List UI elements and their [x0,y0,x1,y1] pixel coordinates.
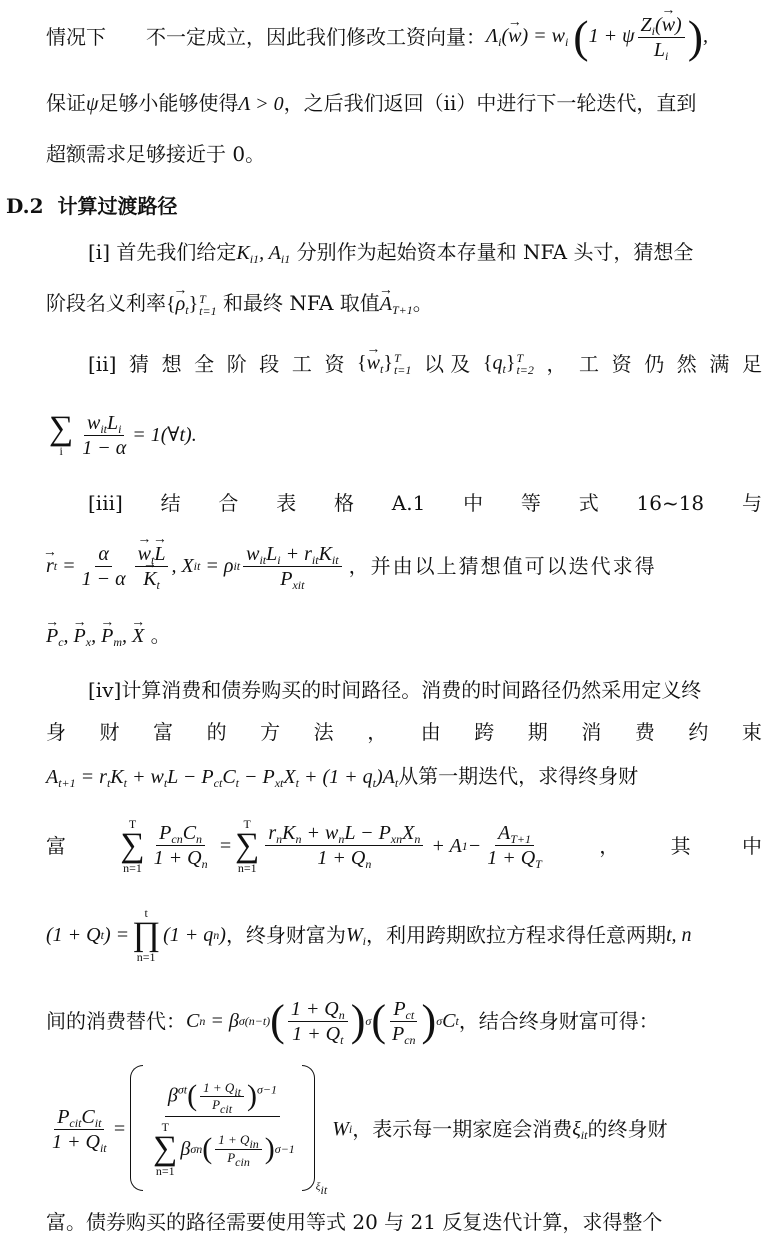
math-final-nfa: → $A_{T+1}$ [380,293,413,315]
text-segment: 和最终 [222,291,283,315]
text-segment: 计算消费和债券购买的时间路径。消费的时间路径仍然采用定义终 [121,678,702,702]
text-segment: 首先我们给定 [116,240,237,264]
word: 方 [260,720,281,744]
text-segment: ，表示每一期家庭会消费 [352,1117,573,1141]
word: 费 [634,720,655,744]
step-iii-line3 [46,624,762,647]
wage-sum-equation: ∑ i $\frac{w_{it}L_i}{1 - \alpha}$ = 1(∀t). [49,409,197,459]
word: 富 [153,720,174,744]
equation-tail: = 1(∀t). [132,424,197,446]
word: 等 [520,491,541,515]
word: 以 及 [423,352,471,377]
word: 的 [206,720,227,744]
math-price-vectors: → $P_c$, → $P_x$, → $P_m$, → X [46,625,144,647]
text-segment: 从第一期迭代，求得终身财 [398,764,639,788]
text-segment: ，并由以上猜想值可以迭代求得 [348,554,657,578]
text-segment: 。 [412,291,433,315]
word: 想 [161,352,182,377]
word: 工 [291,352,312,377]
word: 阶 [226,352,247,377]
math-initial-values: $K_{i1}$, $A_{i1}$ [236,242,291,266]
word: 满 [709,352,730,377]
math-periods: t, n [665,924,692,946]
wage-update-equation: $\Lambda_i(\to w) = w_i$ (1 + ψ $\frac{Z_i(\to w)}{L_i}$ ), [486,14,708,61]
consumption-share-equation: $\frac{P_{cit}C_{it}}{1 + Q_{it}}$ = $\beta^{\sigma t}$( $\frac{1 + Q_{it}}{P_{cit}}$ )$^{\sigma-1}$ T ∑ n=1 β σn ( $\frac{1 + Q_{in}}{P_{cin}}$ ) σ−1 $\xi_{it}$ W i [46,1065,352,1193]
text-segment: 阶段名义利率 [46,291,166,315]
paragraph1-line3: 超额需求足够接近于 0。 [46,142,266,166]
word: ， [546,352,567,377]
word: 表 [276,491,297,515]
word: 身 [46,720,66,744]
step-iv-line2 [46,721,762,743]
word: 中 [741,834,762,858]
text-segment: ，利用跨期欧拉方程求得任意两期 [365,923,666,947]
step-i-line2 [46,292,762,317]
step-iii-label: [iii] [88,491,123,515]
word: 其 [670,834,691,858]
step-ii-line1 [88,352,762,376]
math-q-path: $\{q_t\}$ T t=2 [482,351,534,378]
budget-constraint-equation: $A_{t+1} = r_tK_t + w_tL - P_{ct}C_t - P_{xt}X_t + (1 + q_t)A_t$ [46,766,399,790]
word: 16~18 [636,491,705,515]
word: 约 [688,720,709,744]
discount-product-equation: (1 + Q t ) = t ∏ n=1 (1 + q n ) [46,905,226,965]
word: 财 [99,720,120,744]
step-iv-line8: 富。债券购买的路径需要使用等式 20 与 21 反复迭代计算，求得整个 [46,1210,663,1234]
text-segment: NFA [522,240,568,264]
math-xi: $\xi_{it}$ [572,1118,588,1142]
text-segment: 。 [150,623,171,647]
paragraph1-line1-text: 情况下 不一定成立，因此我们修改工资向量： [46,25,486,49]
word: 富 [46,834,66,858]
word: 中 [463,491,484,515]
word: 资 [611,352,632,377]
word: 消 [581,720,602,744]
math-wage-path: {→ $w_t$} T t=1 [357,352,411,376]
step-iv-line7 [46,1064,762,1197]
word: 式 [578,491,599,515]
text-segment: 保证 [46,91,86,115]
word: 与 [741,491,762,515]
euler-substitution-equation: C n = β σ(n−t) ( $\frac{1 + Q_n}{1 + Q_t}$ ) σ ( $\frac{P_{ct}}{P_{cn}}$ ) σ C t [186,996,459,1047]
word: 仍 [644,352,665,377]
word: 结 [160,491,181,515]
word: ， [599,834,620,858]
word: 资 [324,352,345,377]
text-segment: 头寸，猜想全 [573,240,694,264]
word: 工 [579,352,600,377]
text-segment: 间的消费替代： [46,1009,186,1033]
math-interest-path: {→ $\rho_t$} T t=1 [166,293,217,315]
step-iii-line2 [46,534,762,598]
text-segment: 的终身财 [587,1117,668,1141]
section-number: D.2 [6,194,44,218]
step-iv-label: [iv] [88,678,122,702]
lifetime-wealth-equation: T ∑ n=1 $\frac{P_{cn}C_n}{1 + Q_n}$ = T ∑ n=1 $\frac{r_nK_n + w_nL - P_{xn}X_n}{1 + Q_n}$ + A 1 − $\frac{A_{T+1}}{1 + Q_T}$ [120,816,542,876]
section-title: 计算过渡路径 [57,194,178,218]
text-segment: NFA [289,291,334,315]
word: 法 [313,720,334,744]
step-iv-line3 [46,765,762,788]
text-segment: ，之后我们返回（ii）中进行下一轮迭代，直到 [283,91,697,115]
step-i-label: [i] [88,240,111,264]
word: 跨 [474,720,495,744]
step-i-line1 [88,241,762,264]
word: 然 [676,352,697,377]
step-iv-line1 [88,679,762,701]
word: ， [367,720,388,744]
word: 段 [259,352,280,377]
word: A.1 [391,491,426,515]
text-segment: 取值 [339,291,380,315]
step-ii-label: [ii] [88,352,117,377]
math-psi: ψ [86,93,99,115]
word: 束 [741,720,762,744]
text-segment: 足够小能够使得 [98,91,239,115]
text-segment: 分别作为起始资本存量和 [296,240,517,264]
word: 全 [194,352,215,377]
word: 合 [218,491,239,515]
word: 足 [741,352,762,377]
big-parenthesis-group: $\beta^{\sigma t}$( $\frac{1 + Q_{it}}{P_{cit}}$ )$^{\sigma-1}$ T ∑ n=1 β σn ( $\frac{1 + Q_{in}}{P_{cin}}$ ) σ−1 [130,1065,315,1193]
word: 由 [420,720,441,744]
paragraph1-line2 [46,92,762,115]
math-lifetime-wealth: $W_i$ [345,924,366,948]
math-lambda-positive: Λ > 0 [238,93,284,115]
word: 格 [333,491,354,515]
step-iii-line1 [88,492,762,514]
interest-rate-equation: → r t = $\frac{\alpha}{1 - \alpha}$ → $w_t\to L$ → $K_t$ , X it = ρ it $\frac{w_{it}L_i + r_{it}K_{it}}{P_{xit}}$ [46,543,345,590]
word: 期 [527,720,548,744]
paragraph1-line1 [46,12,762,62]
section-heading [6,190,177,219]
step-ii-equation [46,405,762,465]
text-segment: ，结合终身财富可得： [458,1009,659,1033]
word: 猜 [128,352,149,377]
step-iv-line4 [46,813,762,879]
step-iv-line5 [46,900,762,970]
text-segment: ，终身财富为 [225,923,346,947]
step-iv-line6 [46,986,762,1056]
